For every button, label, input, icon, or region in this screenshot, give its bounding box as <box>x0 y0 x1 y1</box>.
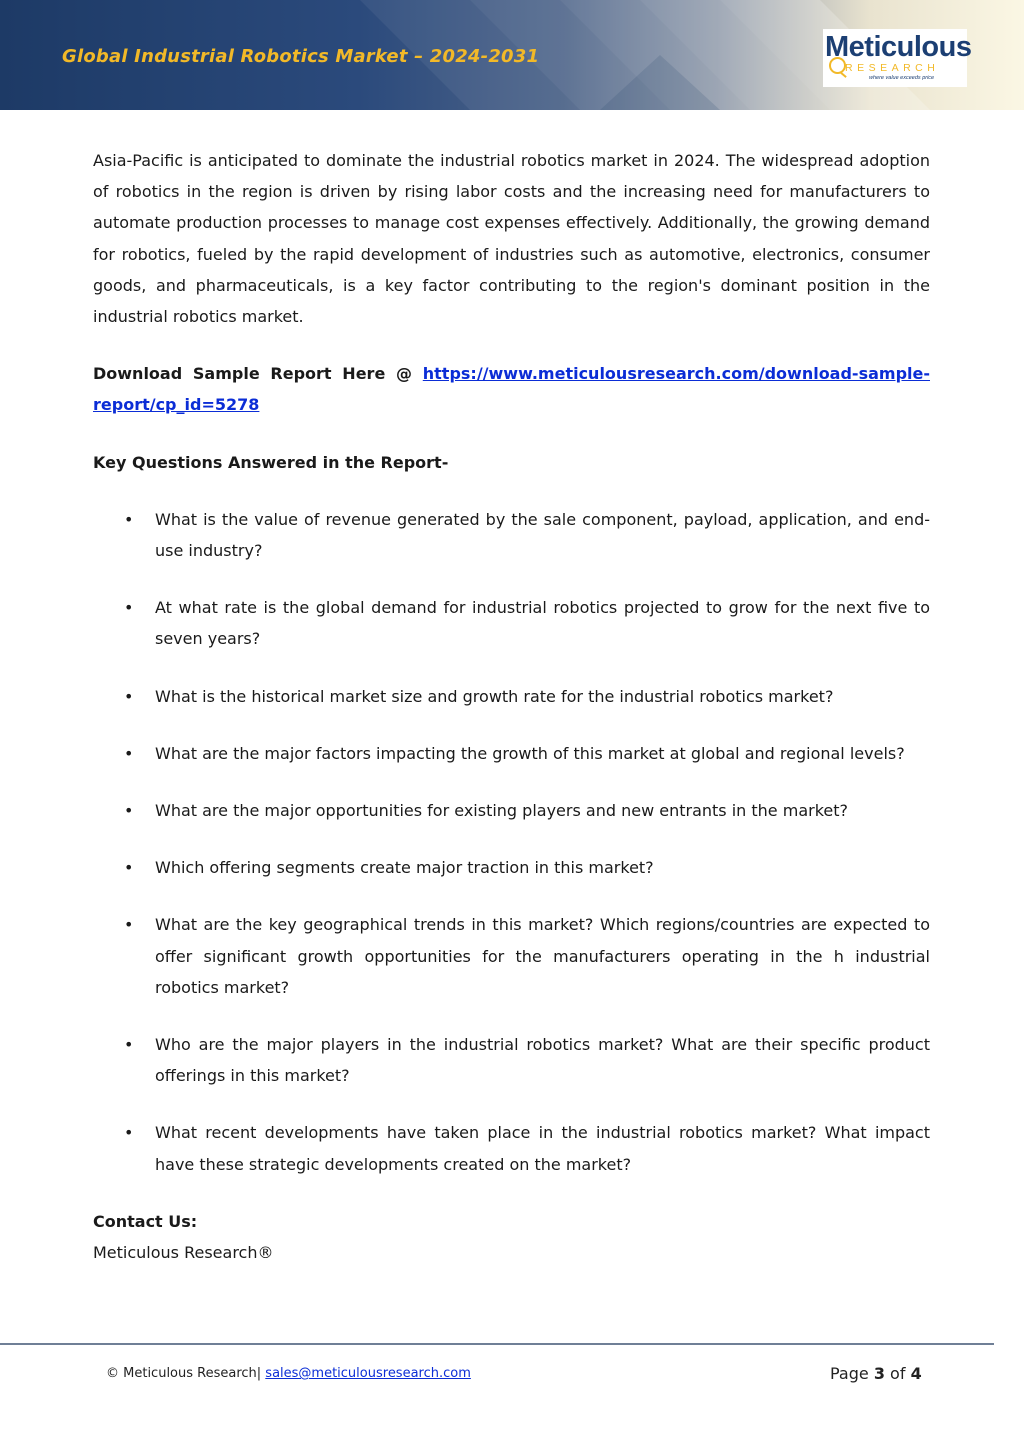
question-text: Who are the major players in the industrial robotics market? What are their specific product offerings in this market? <box>155 1035 930 1086</box>
download-paragraph <box>93 358 930 420</box>
meticulous-research-logo <box>823 29 972 87</box>
page-number <box>830 1364 922 1383</box>
bullet-icon: • <box>124 509 134 529</box>
list-item <box>93 738 930 769</box>
key-questions-heading: Key Questions Answered in the Report- <box>93 452 449 472</box>
question-text: What are the key geographical trends in this market? Which regions/countries are expected to offer significant growth opportunities for the manufacturers operating in the h industrial robotics market? <box>155 915 930 997</box>
document-body <box>93 145 930 1268</box>
question-text: What are the major opportunities for existing players and new entrants in the market? <box>155 801 848 821</box>
list-item <box>93 1117 930 1179</box>
bullet-icon: • <box>124 743 134 763</box>
question-text: What is the value of revenue generated by the sale component, payload, application, and end-use industry? <box>155 509 930 561</box>
contact-company: Meticulous Research® <box>93 1243 274 1263</box>
bullet-icon: • <box>124 1123 134 1143</box>
download-sample-link[interactable]: https://www.meticulousresearch.com/download-sample-report/cp_id=5278 <box>93 364 930 415</box>
page-current: 3 <box>873 1364 885 1383</box>
list-item <box>93 681 930 712</box>
page-header <box>0 0 1024 110</box>
page-total: 4 <box>910 1364 922 1383</box>
contact-heading: Contact Us: <box>93 1211 198 1231</box>
bullet-icon: • <box>124 686 134 706</box>
list-item <box>93 592 930 654</box>
copyright-text: © Meticulous Research| <box>106 1366 266 1381</box>
list-item <box>93 909 930 1003</box>
question-text: What is the historical market size and growth rate for the industrial robotics market? <box>155 686 834 706</box>
key-questions-list <box>93 504 930 1180</box>
logo-tagline: where value exceeds price <box>869 75 935 81</box>
document-title: Global Industrial Robotics Market – 2024-2031 <box>62 46 540 67</box>
logo-sub: RESEARCH <box>845 62 940 74</box>
list-item <box>93 1029 930 1091</box>
bullet-icon: • <box>124 915 134 935</box>
magnifier-icon <box>829 57 846 74</box>
bullet-icon: • <box>124 801 134 821</box>
question-text: Which offering segments create major traction in this market? <box>155 858 654 878</box>
bullet-icon: • <box>124 858 134 878</box>
question-text: At what rate is the global demand for industrial robotics projected to grow for the next five to seven years? <box>155 598 930 649</box>
list-item <box>93 504 930 566</box>
download-label: Download Sample Report Here @ <box>93 364 423 384</box>
page-mid: of <box>884 1364 911 1383</box>
bullet-icon: • <box>124 1035 134 1055</box>
question-text: What are the major factors impacting the growth of this market at global and regional levels? <box>155 743 905 763</box>
footer-copyright <box>106 1366 471 1381</box>
list-item <box>93 852 930 883</box>
page-prefix: Page <box>830 1364 874 1383</box>
intro-paragraph: Asia-Pacific is anticipated to dominate the industrial robotics market in 2024. The widespread adoption of robotics in the region is driven by rising labor costs and the increasing need for manufacturers to automate production processes to manage cost expenses effectively. Additionally, the growing demand for robotics, fueled by the rapid development of industries such as automotive, electronics, consumer goods, and pharmaceuticals, is a key factor contributing to the region's dominant position in the industrial robotics market. <box>93 151 930 327</box>
bullet-icon: • <box>124 598 134 618</box>
footer-divider <box>0 1343 994 1345</box>
question-text: What recent developments have taken place in the industrial robotics market? What impact have these strategic developments created on the market? <box>155 1123 930 1174</box>
list-item <box>93 795 930 826</box>
sales-email-link[interactable]: sales@meticulousresearch.com <box>265 1366 471 1381</box>
logo-name: Meticulous <box>825 31 972 63</box>
